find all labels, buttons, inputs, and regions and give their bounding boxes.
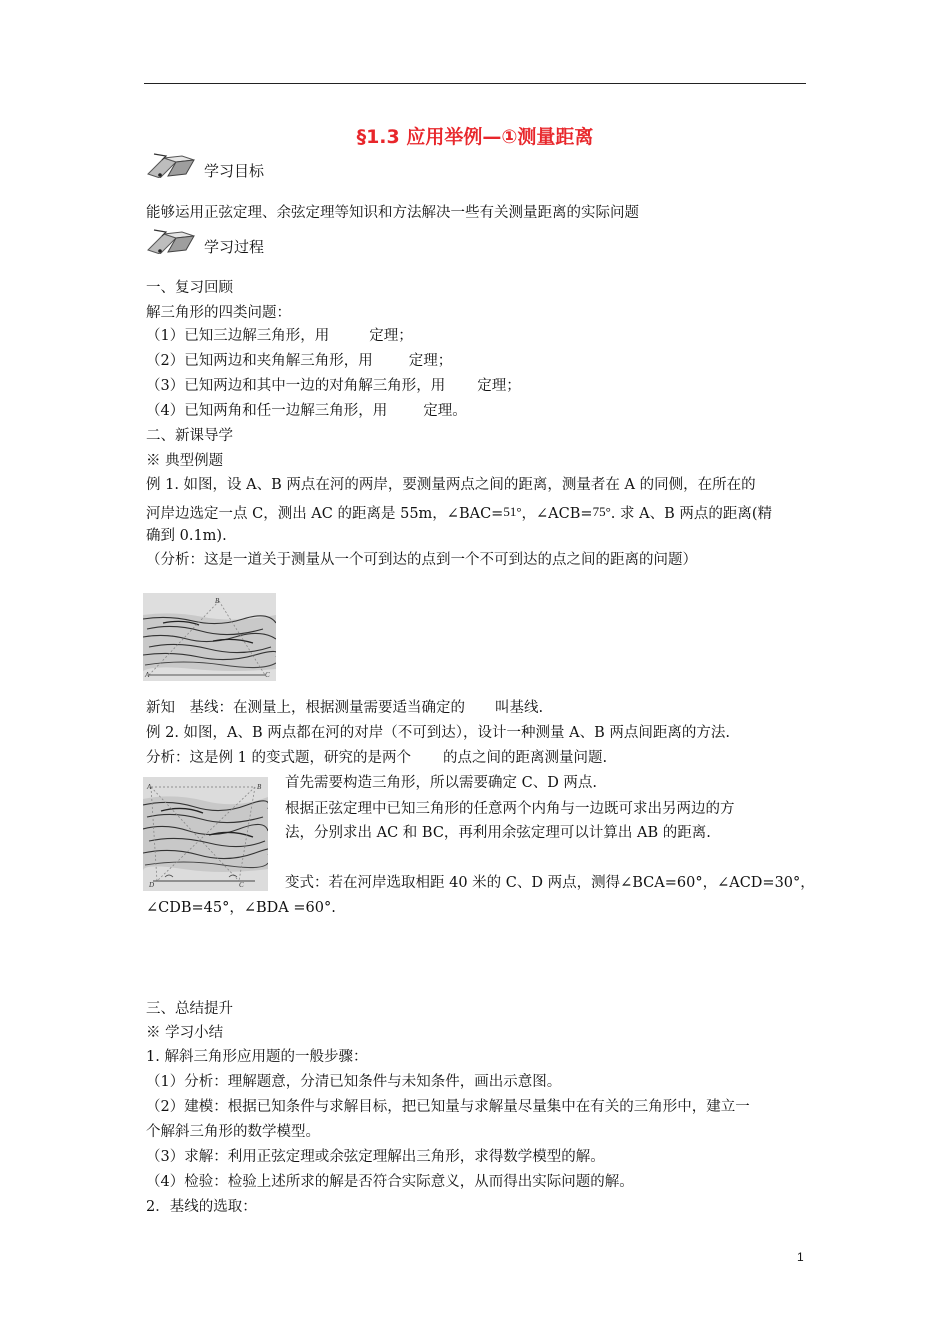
- objectives-text: 能够运用正弦定理、余弦定理等知识和方法解决一些有关测量距离的实际问题: [146, 205, 639, 221]
- example-2-step-2-line-1: 根据正弦定理中已知三角形的任意两个内角与一边既可求出另两边的方: [285, 801, 735, 817]
- fig1-label-c: C: [265, 671, 270, 679]
- review-item-1: （1）已知三边解三角形，用 定理；: [146, 328, 413, 344]
- summary-baseline: 2．基线的选取：: [146, 1199, 257, 1215]
- review-intro: 解三角形的四类问题：: [146, 305, 291, 321]
- summary-step-4: （4）检验：检验上述所求的解是否符合实际意义，从而得出实际问题的解。: [146, 1174, 634, 1190]
- review-title: 一、复习回顾: [146, 280, 233, 296]
- example-2-step-1: 首先需要构造三角形，所以需要确定 C、D 两点.: [285, 775, 598, 791]
- typical-examples: ※ 典型例题: [146, 453, 224, 469]
- variant-line-2: ∠CDB=45°，∠BDA =60°.: [146, 900, 336, 916]
- fig2-label-b: B: [257, 783, 262, 791]
- river-figure-2: [143, 777, 268, 891]
- example-2-analysis: 分析：这是例 1 的变式题，研究的是两个 的点之间的距离测量问题.: [146, 750, 608, 766]
- example-2-step-2-line-2: 法，分别求出 AC 和 BC，再利用余弦定理可以计算出 AB 的距离.: [285, 825, 711, 841]
- summary-step-heading: 1. 解斜三角形应用题的一般步骤：: [146, 1049, 368, 1065]
- process-heading-label: 学习过程: [204, 238, 265, 256]
- angle-bac-value: 51°: [503, 504, 522, 519]
- review-item-3: （3）已知两边和其中一边的对角解三角形，用 定理；: [146, 378, 521, 394]
- fig1-label-a: A: [145, 671, 150, 679]
- example-2: 例 2. 如图，A、B 两点都在河的对岸（不可到达），设计一种测量 A、B 两点间距离的方法.: [146, 725, 730, 741]
- header-rule: [144, 83, 806, 84]
- angle-acb-value: 75°: [592, 504, 611, 519]
- page-number: 1: [797, 1250, 804, 1264]
- summary-subtitle: ※ 学习小结: [146, 1025, 224, 1041]
- summary-step-2-line-1: （2）建模：根据已知条件与求解目标，把已知量与求解量尽量集中在有关的三角形中，建立一: [146, 1099, 750, 1115]
- review-item-2: （2）已知两边和夹角解三角形，用 定理；: [146, 353, 453, 369]
- example-1-line-2: 河岸边选定一点 C，测出 AC 的距离是 55m，∠BAC=51°，∠ACB=75°. 求 A、B 两点的距离(精: [146, 504, 772, 522]
- summary-step-1: （1）分析：理解题意，分清已知条件与未知条件，画出示意图。: [146, 1074, 562, 1090]
- example-1-line-1: 例 1. 如图，设 A、B 两点在河的两岸，要测量两点之间的距离，测量者在 A 的同侧，在所在的: [146, 477, 756, 493]
- example-1-line-3: 确到 0.1m).: [146, 528, 227, 544]
- fig2-label-d: D: [149, 881, 155, 889]
- objectives-heading-label: 学习目标: [204, 162, 265, 180]
- example-1-analysis: （分析：这是一道关于测量从一个可到达的点到一个不可到达的点之间的距离的问题）: [146, 552, 697, 568]
- summary-title: 三、总结提升: [146, 1001, 233, 1017]
- baseline-definition: 新知 基线：在测量上，根据测量需要适当确定的 叫基线.: [146, 700, 544, 716]
- fig2-label-a: A: [147, 783, 152, 791]
- book-icon: [146, 152, 200, 178]
- fig1-label-b: B: [215, 597, 220, 605]
- summary-step-3: （3）求解：利用正弦定理或余弦定理解出三角形，求得数学模型的解。: [146, 1149, 605, 1165]
- fig2-label-c: C: [239, 881, 244, 889]
- book-icon: [146, 228, 200, 254]
- variant-line-1: 变式：若在河岸选取相距 40 米的 C、D 两点，测得∠BCA=60°，∠ACD=30°，: [285, 875, 815, 891]
- summary-step-2-line-2: 个解斜三角形的数学模型。: [146, 1124, 320, 1140]
- new-lesson-title: 二、新课导学: [146, 428, 233, 444]
- page-title: §1.3 应用举例—①测量距离: [356, 126, 594, 148]
- river-figure-1: [143, 593, 276, 681]
- review-item-4: （4）已知两角和任一边解三角形，用 定理。: [146, 403, 467, 419]
